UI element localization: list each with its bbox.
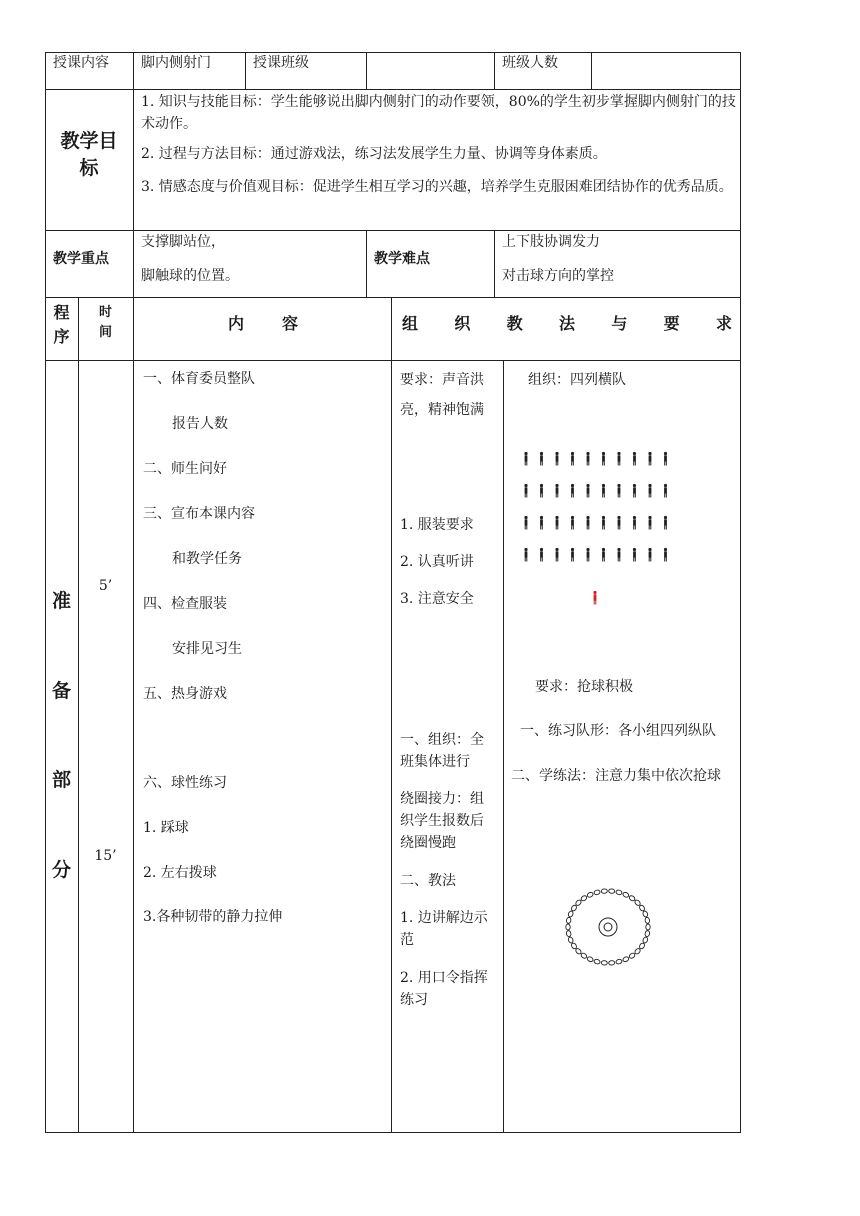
content-item: 2. 左右拨球 (143, 865, 217, 881)
ring-student-icon (566, 930, 571, 937)
ring-student-icon (608, 889, 614, 894)
content-item: 1. 踩球 (143, 820, 189, 836)
student-icon (633, 484, 636, 498)
formation-diagram (515, 445, 675, 615)
table-border (503, 360, 504, 1133)
student-icon (664, 452, 667, 466)
ring-student-icon (568, 936, 574, 943)
key-points-label: 教学重点 (53, 251, 109, 267)
ring-student-icon (642, 936, 648, 943)
content-item: 3.各种韧带的静力拉伸 (143, 909, 283, 925)
student-icon (648, 548, 651, 562)
content-item: 报告人数 (172, 416, 228, 432)
content-item: 安排见习生 (172, 641, 242, 657)
student-icon (602, 548, 605, 562)
method-organization: 一、组织：全 (400, 732, 484, 748)
method-header-char: 织 (454, 314, 471, 333)
ring-student-icon (628, 952, 635, 959)
time-value: 5’ (98, 578, 113, 594)
class-size-label: 班级人数 (502, 55, 558, 71)
content-item: 四、检查服装 (143, 596, 227, 612)
ring-student-icon (642, 910, 648, 917)
course-content-label: 授课内容 (53, 55, 109, 71)
difficulty-item: 上下肢协调发力 (502, 234, 600, 250)
table-border (45, 360, 741, 361)
student-icon (540, 452, 543, 466)
method-list-item: 2. 认真听讲 (400, 554, 474, 570)
table-border (245, 52, 246, 89)
method-header-char: 组 (402, 314, 419, 333)
method-header-char: 求 (715, 314, 732, 333)
student-ring (566, 889, 650, 966)
table-border (366, 52, 367, 89)
drill-method: 二、学练法：注意力集中依次抢球 (511, 768, 721, 784)
method-teach-item: 范 (400, 932, 414, 948)
table-border (78, 297, 79, 1133)
method-relay: 绕圈慢跑 (400, 835, 456, 851)
student-icon (586, 452, 589, 466)
objective-item: 2. 过程与方法目标：通过游戏法，练习法发展学生力量、协调等身体素质。 (141, 146, 607, 162)
section-name-char: 部 (51, 769, 71, 791)
student-rows (524, 452, 667, 562)
student-icon (540, 548, 543, 562)
student-icon (555, 452, 558, 466)
content-item: 六、球性练习 (143, 775, 227, 791)
ring-student-icon (628, 895, 635, 902)
student-icon (633, 548, 636, 562)
method-requirement: 要求：声音洪 (400, 372, 484, 388)
student-icon (648, 516, 651, 530)
difficulties-label: 教学难点 (374, 251, 430, 267)
objective-item: 3. 情感态度与价值观目标：促进学生相互学习的兴趣，培养学生克服困难团结协作的优秀品质。 (141, 179, 733, 195)
table-border (366, 230, 367, 297)
table-border (45, 89, 741, 90)
ring-student-icon (601, 889, 607, 894)
student-icon (524, 484, 527, 498)
content-item: 二、师生问好 (143, 461, 227, 477)
ring-student-icon (587, 956, 594, 963)
content-item: 三、宣布本课内容 (143, 506, 255, 522)
student-icon (524, 548, 527, 562)
content-header-char: 内 (228, 314, 245, 333)
key-point-item: 支撑脚站位， (141, 234, 225, 250)
student-icon (571, 484, 574, 498)
time-value: 15’ (94, 848, 117, 864)
content-column-header (228, 313, 298, 335)
student-icon (664, 484, 667, 498)
student-icon (633, 516, 636, 530)
student-icon (586, 548, 589, 562)
course-content-value: 脚内侧射门 (141, 55, 211, 71)
table-border (133, 297, 134, 1133)
student-icon (571, 548, 574, 562)
table-border (494, 52, 495, 89)
ring-student-icon (587, 891, 594, 898)
content-header-char: 容 (281, 314, 298, 333)
method-list-item: 3. 注意安全 (400, 591, 474, 607)
method-list-item: 1. 服装要求 (400, 517, 474, 533)
ring-student-icon (601, 960, 607, 965)
ring-student-icon (608, 960, 614, 965)
method-teach-item: 2. 用口令指挥 (400, 970, 488, 986)
table-border (45, 297, 741, 298)
method-header-char: 要 (663, 314, 680, 333)
ring-student-icon (646, 924, 650, 930)
student-icon (586, 516, 589, 530)
objectives-label-line: 教学目 (60, 130, 118, 152)
student-icon (617, 548, 620, 562)
method-relay: 绕圈接力：组 (400, 791, 484, 807)
method-header-char: 教 (506, 314, 523, 333)
student-icon (571, 516, 574, 530)
ring-student-icon (566, 924, 570, 930)
student-icon (602, 452, 605, 466)
content-item: 五、热身游戏 (143, 686, 227, 702)
table-border (591, 52, 592, 89)
teacher-icon (593, 591, 596, 605)
student-icon (540, 516, 543, 530)
ring-student-icon (645, 930, 650, 937)
order-header-char: 程 (53, 303, 70, 322)
student-icon (664, 548, 667, 562)
student-icon (571, 452, 574, 466)
table-border (494, 230, 495, 297)
student-icon (540, 484, 543, 498)
teacher-marker (593, 591, 596, 605)
student-icon (633, 452, 636, 466)
student-icon (524, 452, 527, 466)
student-icon (648, 452, 651, 466)
ring-student-icon (615, 889, 622, 895)
section-name-char: 分 (51, 859, 71, 881)
method-header-char: 与 (611, 314, 628, 333)
method-teach-item: 1. 边讲解边示 (400, 910, 488, 926)
drill-requirement: 要求：抢球积极 (535, 679, 633, 695)
table-border (133, 52, 134, 89)
student-icon (524, 516, 527, 530)
class-label: 授课班级 (253, 55, 309, 71)
ball-inner-icon (604, 923, 612, 931)
ring-student-icon (580, 895, 587, 902)
ball-outer-icon (599, 918, 617, 936)
student-icon (648, 484, 651, 498)
objectives-label (45, 128, 133, 182)
time-header-char: 间 (98, 325, 112, 340)
ring-student-icon (566, 917, 571, 924)
formation-label: 组织：四列横队 (528, 372, 626, 388)
objectives-label-line: 标 (79, 157, 99, 179)
objective-item: 1. 知识与技能目标：学生能够说出脚内侧射门的动作要领，80%的学生初步掌握脚内侧射门的技术动作。 (141, 94, 736, 132)
ring-student-icon (622, 956, 629, 963)
student-icon (602, 484, 605, 498)
student-icon (617, 484, 620, 498)
order-header-char: 序 (53, 327, 70, 346)
table-border (45, 1132, 741, 1133)
ring-student-icon (615, 959, 622, 965)
ring-student-icon (594, 889, 601, 895)
student-icon (555, 516, 558, 530)
student-icon (617, 516, 620, 530)
method-requirement: 亮，精神饱满 (400, 402, 484, 418)
student-icon (664, 516, 667, 530)
content-item: 和教学任务 (172, 551, 242, 567)
ring-student-icon (622, 891, 629, 898)
table-border (740, 52, 741, 1133)
ring-student-icon (580, 952, 587, 959)
table-border (391, 297, 392, 1133)
student-icon (555, 548, 558, 562)
section-name-char: 备 (51, 680, 71, 702)
content-item: 一、体育委员整队 (143, 371, 255, 387)
time-header-char: 时 (98, 305, 112, 320)
ring-student-icon (645, 917, 650, 924)
section-name-char: 准 (51, 590, 71, 612)
drill-formation: 一、练习队形：各小组四列纵队 (520, 723, 716, 739)
key-point-item: 脚触球的位置。 (141, 268, 239, 284)
student-icon (602, 516, 605, 530)
student-icon (617, 452, 620, 466)
order-column-header (45, 301, 78, 349)
method-column-header (402, 313, 732, 335)
ring-student-icon (568, 910, 574, 917)
method-header-char: 法 (558, 314, 575, 333)
difficulty-item: 对击球方向的掌控 (502, 268, 614, 284)
student-icon (555, 484, 558, 498)
student-icon (586, 484, 589, 498)
method-organization: 班集体进行 (400, 754, 470, 770)
circle-drill-diagram (560, 883, 660, 973)
method-teach-item: 练习 (400, 992, 428, 1008)
time-column-header (78, 303, 133, 343)
table-border (133, 89, 134, 297)
ring-student-icon (594, 959, 601, 965)
method-relay: 织学生报数后 (400, 813, 484, 829)
method-teach-title: 二、教法 (400, 873, 456, 889)
